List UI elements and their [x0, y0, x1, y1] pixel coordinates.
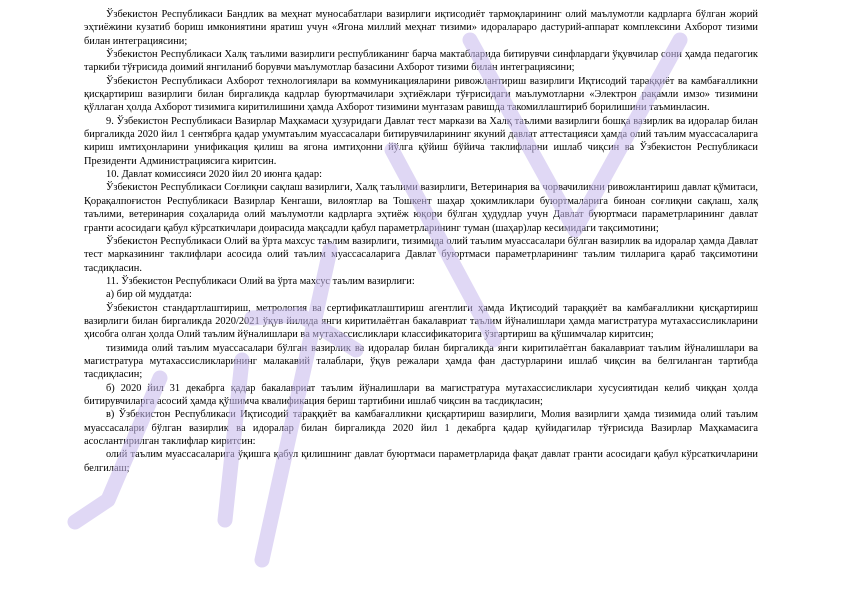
paragraph-state-grant: олий таълим муассасаларига ўқишга қабул қилишнинг давлат буюртмаси параметрларида фақат давлат гранти асосидаги қабул кўрсаткичларини белгилаш;	[84, 449, 758, 474]
paragraph-higher-education-languages: Ўзбекистон Республикаси Олий ва ўрта махсус таълим вазирлиги, тизимида олий таълим муассасалари бўлган вазирлик ва идоралар ҳамда Давлат тест марказининг таклифлари асосида олий таълим муассасаларига Давлат буюртмаси параметрларининг таълим тилларига қараб тақсимотини тасдиқласин.	[84, 235, 758, 274]
paragraph-it-ministry: Ўзбекистон Республикаси Ахборот технологиялари ва коммуникацияларини ривожлантириш вазирлиги Иқтисодий тараққиёт ва камбағалликни қисқартириш вазирлиги билан биргаликда кадрлар буюртмачилари эҳтиёжлари тўғрисидаги маълумотларни «Электрон рақамли имзо» тизимини қўллаган ҳолда Ахборот тизимига киритилишини ҳамда Ахборот тизимини мунтазам равишда такомиллаштириб борилишини таъминласин.	[84, 75, 758, 114]
paragraph-standardization: Ўзбекистон стандартлаштириш, метрология ва сертификатлаштириш агентлиги ҳамда Иқтисодий тараққиёт ва камбағалликни қисқартириш вазирлиги билан биргаликда 2020/2021 ўқув йилида янги киритилаётган бакалавриат таълим йўналишлари ҳамда магистратура мутахассисликларини ҳисобга олган ҳолда Олий таълим йўналишлари ва мутахассисликлари классификаторига ўзгартириш ва қўшимчалар киритсин;	[84, 302, 758, 341]
paragraph-item-9: 9. Ўзбекистон Республикаси Вазирлар Маҳкамаси ҳузуридаги Давлат тест маркази ва Халқ таълими вазирлиги бошқа вазирлик ва идоралар билан биргаликда 2020 йил 1 сентябрга қадар умумтаълим муассасалари битирувчиларининг якуний давлат аттестацияси ҳамда олий таълим муассасаларига кириш имтиҳонларини унификация қилиш ва ягона имтиҳонни йўлга қўйиш бўйича таклифларни ишлаб чиқсин ва Ўзбекистон Республикаси Президенти Администрациясига киритсин.	[84, 115, 758, 167]
paragraph-item-10: 10. Давлат комиссияси 2020 йил 20 июнга қадар:	[106, 169, 322, 181]
document-page	[84, 8, 758, 475]
paragraph-labor-ministry: Ўзбекистон Республикаси Бандлик ва меҳнат муносабатлари вазирлиги иқтисодиёт тармоқларининг олий маълумотли кадрларга бўлган жорий эҳтиёжини кузатиб бориш имкониятини яратиш учун «Ягона миллий меҳнат тизими» идоралараро дастурий-аппарат комплексини Ахборот тизими билан интеграциясини;	[84, 9, 758, 47]
paragraph-item-11c: в) Ўзбекистон Республикаси Иқтисодий тараққиёт ва камбағалликни қисқартириш вазирлиги, Молия вазирлиги ҳамда тизимида олий таълим муассасалари бўлган вазирлик ва идоралар билан биргаликда 2020 йил 1 декабрга қадар қуйидагилар тўғрисида Вазирлар Маҳкамасига асослантирилган таклифлар киритсин:	[84, 409, 758, 447]
paragraph-item-11b: б) 2020 йил 31 декабрга қадар бакалавриат таълим йўналишлари ва магистратура мутахассисликлари хусусиятидан келиб чиққан ҳолда битирувчиларга асосий ҳамда қўшимча квалификация бериш тартибини ишлаб чиқсин ва тасдиқласин;	[84, 382, 758, 407]
paragraph-qualification-requirements: тизимида олий таълим муассасалари бўлган вазирлик ва идоралар билан биргаликда янги киритилаётган бакалавриат таълим йўналишлари ва магистратура мутахассисликларининг малакавий талаблари, ўқув режалари ҳамда фан дастурларини ишлаб чиқсин ва белгиланган тартибда тасдиқласин;	[84, 342, 758, 381]
paragraph-public-education: Ўзбекистон Республикаси Халқ таълими вазирлиги республиканинг барча мактабларида битирувчи синфлардаги ўқувчилар сони ҳамда педагогик таркиби тўғрисида доимий янгиланиб борувчи маълумотлар базасини Ахборот тизими билан интеграциясини;	[84, 49, 758, 74]
paragraph-item-11a: а) бир ой муддатда:	[106, 289, 192, 301]
paragraph-item-11: 11. Ўзбекистон Республикаси Олий ва ўрта махсус таълим вазирлиги:	[106, 275, 415, 287]
paragraph-health-ministry: Ўзбекистон Республикаси Соғлиқни сақлаш вазирлиги, Халқ таълими вазирлиги, Ветеринария ва чорвачиликни ривожлантириш давлат қўмитаси, Қорақалпоғистон Республикаси Вазирлар Кенгаши, вилоятлар ва Тошкент шаҳар ҳокимликлари буюртмаларига биноан соғлиқни сақлаш, халқ таълими, ветеринария соҳаларида олий маълумотли кадрларга эҳтиёж юқори бўлган ҳудудлар учун Давлат буюртмаси параметрларининг давлат гранти асосидаги қабул кўрсаткичлари доирасида мақсадли қабул параметрларининг туман (шаҳар)лар кесимидаги тақсимотини;	[84, 182, 758, 234]
